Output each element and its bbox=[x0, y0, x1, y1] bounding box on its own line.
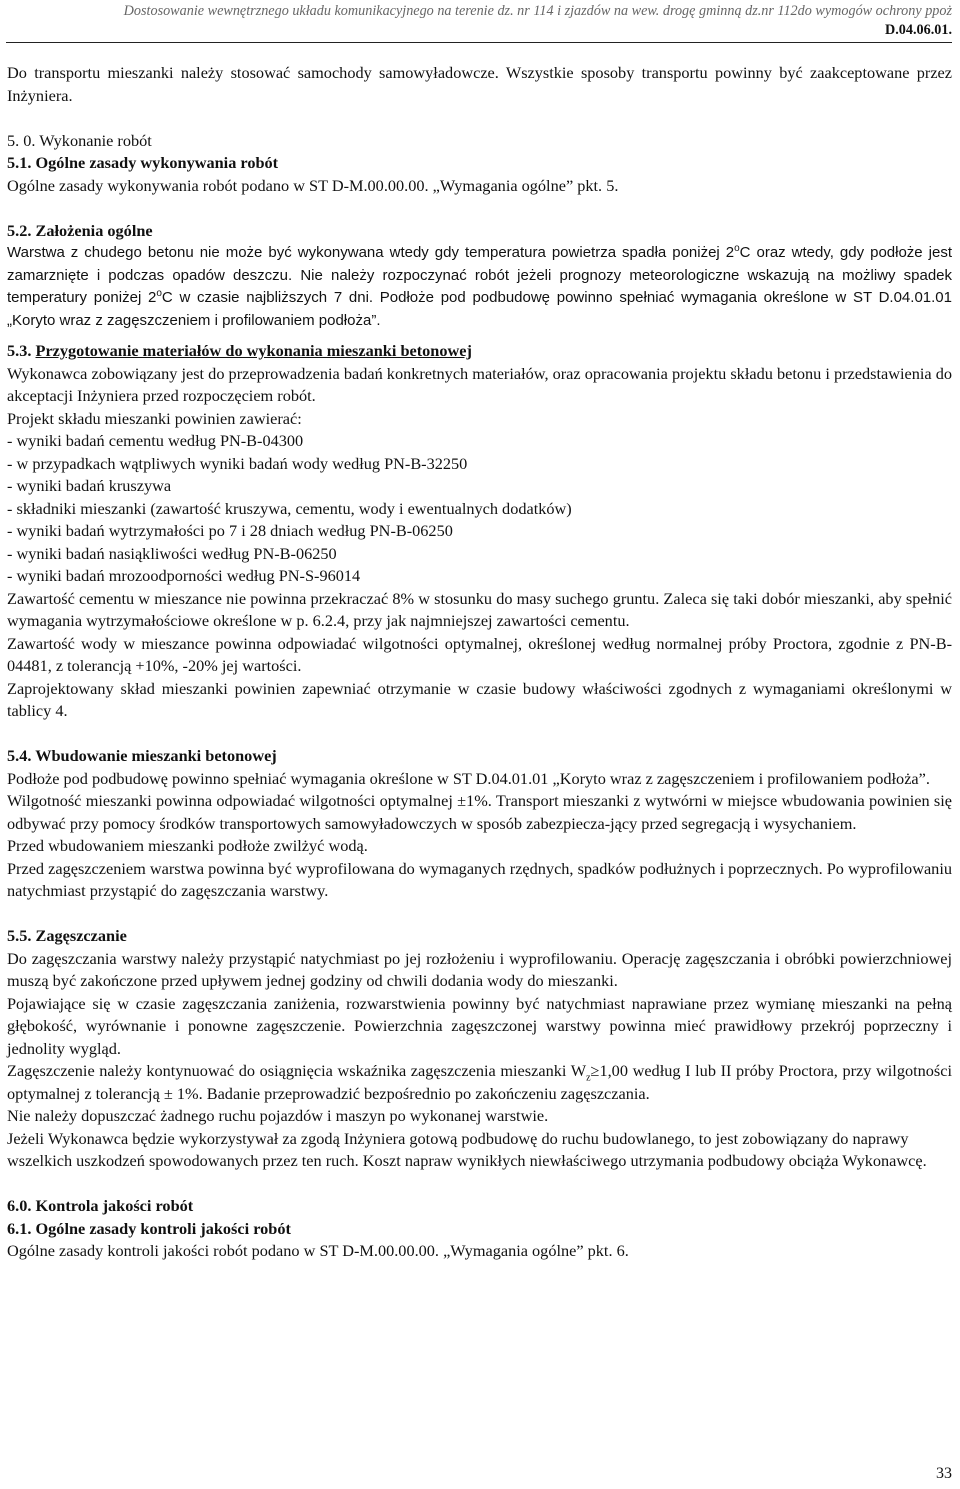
degree-sup: o bbox=[734, 243, 740, 254]
list-item: - w przypadkach wątpliwych wyniki badań wody według PN-B-32250 bbox=[7, 453, 468, 473]
section-5-3-p1: Wykonawca zobowiązany jest do przeprowadzenia badań konkretnych materiałów, oraz opracowania projektu składu betonu i przedstawienia do akceptacji Inżyniera przed rozpoczęciem robót. bbox=[7, 363, 952, 405]
requirements-list bbox=[7, 430, 952, 588]
section-5-5-title: 5.5. Zagęszczanie bbox=[7, 926, 127, 945]
s55-p3-b: ≥1,00 według I lub II próby Proctora, przy wilgotności optymalnej z tolerancją ± 1%. Badanie przeprowadzić bezpośrednio po zakończeniu zagęszczania. bbox=[7, 1061, 953, 1103]
section-5-1-title: 5.1. Ogólne zasady wykonywania robót bbox=[7, 153, 279, 172]
list-item: - składniki mieszanki (zawartość kruszywa, cementu, wody i ewentualnych dodatków) bbox=[7, 498, 572, 518]
document-body bbox=[7, 62, 952, 1263]
page-header bbox=[6, 2, 952, 43]
s52-text-a: Warstwa z chudego betonu nie może być wykonywana wtedy gdy temperatura powietrza spadła poniżej 2 bbox=[7, 244, 735, 261]
s55-p3-a: Zagęszczenie należy kontynuować do osiągnięcia wskaźnika zagęszczenia mieszanki W bbox=[7, 1061, 587, 1080]
degree-sup-2: o bbox=[156, 288, 162, 299]
list-item: - wyniki badań nasiąkliwości według PN-B-06250 bbox=[7, 543, 337, 563]
header-title: Dostosowanie wewnętrznego układu komunikacyjnego na terenie dz. nr 114 i zjazdów na wew. drogę gminną dz.nr 112do wymogów ochrony ppoż bbox=[123, 3, 952, 19]
list-item: - wyniki badań kruszywa bbox=[7, 476, 172, 495]
s52-text-c: Nie należy rozpoczynać robót jeżeli prognozy meteorologiczne wskazują na możliwy spadek temperatury poniżej 2 bbox=[7, 266, 953, 306]
section-5-4-p4: Przed zagęszczeniem warstwa powinna być wyprofilowana do wymaganych rzędnych, spadków podłużnych i poprzecznych. Po wyprofilowaniu natychmiast przystąpić do zagęszczania warstwy. bbox=[7, 858, 952, 900]
section-5-1-text: Ogólne zasady wykonywania robót podano w ST D-M.00.00.00. „Wymagania ogólne” pkt. 5. bbox=[7, 175, 619, 195]
section-5-5-p4: Nie należy dopuszczać żadnego ruchu pojazdów i maszyn po wykonanej warstwie. bbox=[7, 1106, 549, 1125]
list-item: - wyniki badań cementu według PN-B-04300 bbox=[7, 431, 304, 450]
index-sub: z bbox=[586, 1072, 591, 1084]
section-5-3-p2: Projekt składu mieszanki powinien zawierać: bbox=[7, 408, 302, 428]
list-item: - wyniki badań wytrzymałości po 7 i 28 dniach według PN-B-06250 bbox=[7, 521, 453, 540]
page-number: 33 bbox=[936, 1464, 952, 1482]
section-5-5-p3 bbox=[7, 1060, 952, 1105]
section-5-5-p1: Do zagęszczania warstwy należy przystąpić natychmiast po jej rozłożeniu i wyprofilowaniu. Operację zagęszczania i obróbki powierzchniowej muszą być zakończone przed upływem jednej godziny od chwili dodania wody do mieszanki. bbox=[7, 948, 952, 990]
section-5-4-title: 5.4. Wbudowanie mieszanki betonowej bbox=[7, 746, 277, 765]
section-5-3-heading: Przygotowanie materiałów do wykonania mieszanki betonowej bbox=[35, 341, 472, 360]
section-5-4-p3: Przed wbudowaniem mieszanki podłoże zwilżyć wodą. bbox=[7, 836, 368, 855]
section-5-5-p5: Jeżeli Wykonawca będzie wykorzystywał za zgodą Inżyniera gotową podbudowę do ruchu budowlanego, to jest zobowiązany do naprawy wszelkich uszkodzeń spowodowanych przez ten ruch. Koszt napraw wynikłych niewłaściwego utrzymania podbudowy obciąża Wykonawcę. bbox=[7, 1128, 927, 1170]
section-6-1-title: 6.1. Ogólne zasady kontroli jakości robót bbox=[7, 1218, 291, 1238]
section-5-2-text bbox=[7, 242, 952, 332]
intro-paragraph: Do transportu mieszanki należy stosować samochody samowyładowcze. Wszystkie sposoby transportu powinny być zaakceptowane przez Inżyniera. bbox=[7, 63, 952, 105]
section-5-2-number: 5.2. bbox=[7, 220, 32, 240]
section-5-0-title: 5. 0. Wykonanie robót bbox=[7, 130, 152, 150]
section-5-2-title bbox=[7, 220, 952, 243]
list-item: - wyniki badań mrozoodporności według PN-S-96014 bbox=[7, 566, 361, 585]
section-5-3-p3: Zawartość cementu w mieszance nie powinna przekraczać 8% w stosunku do masy suchego gruntu. Zaleca się taki dobór mieszanki, aby spełnić wymagania wytrzymałościowe określone w p. 6.2.4, przy jak najmniejszej zawartości cementu. bbox=[7, 588, 952, 630]
section-5-4-p1: Podłoże pod podbudowę powinno spełniać wymagania określone w ST D.04.01.01 „Koryto wraz z zagęszczeniem i profilowaniem podłoża”. bbox=[7, 768, 930, 788]
section-5-3-title bbox=[7, 340, 952, 363]
header-code: D.04.06.01. bbox=[885, 22, 952, 38]
section-6-1-text: Ogólne zasady kontroli jakości robót podano w ST D-M.00.00.00. „Wymagania ogólne” pkt. 6. bbox=[7, 1241, 629, 1260]
section-5-5-p2: Pojawiające się w czasie zagęszczania zaniżenia, rozwarstwienia powinny być natychmiast naprawiane przez wymianę mieszanki na pełną głębokość, wyrównanie i ponowne zagęszczenie. Powierzchnia zagęszczonej warstwy powinna mieć prawidłowy przekrój poprzeczny i jednolity wygląd. bbox=[7, 993, 952, 1058]
section-5-3-p4: Zawartość wody w mieszance powinna odpowiadać wilgotności optymalnej, określonej według normalnej próby Proctora, zgodnie z PN-B-04481, z tolerancją +10%, -20% jej wartości. bbox=[7, 633, 952, 675]
s52-text-d: C w czasie najbliższych 7 dni. Podłoże pod podbudowę powinno spełniać wymagania określone w ST D.04.01.01 „Koryto wraz z zagęszczeniem i profilowaniem podłoża”. bbox=[7, 289, 952, 329]
section-5-3-p5: Zaprojektowany skład mieszanki powinien zapewniać otrzymanie w czasie budowy właściwości zgodnych z wymaganiami określonymi w tablicy 4. bbox=[7, 678, 952, 720]
section-5-4-p2: Wilgotność mieszanki powinna odpowiadać wilgotności optymalnej ±1%. Transport mieszanki z wytwórni w miejsce wbudowania powinien się odbywać przy pomocy środków transportowych samowyładowczych w sposób zabezpiecza-jący przed segregacją i wysychaniem. bbox=[7, 791, 952, 833]
section-5-3-number: 5.3. bbox=[7, 341, 32, 360]
section-6-0-title: 6.0. Kontrola jakości robót bbox=[7, 1196, 194, 1215]
section-5-2-heading: Założenia ogólne bbox=[35, 220, 153, 240]
s52-text-b: C oraz wtedy, gdy podłoże jest zamarznięte i podczas opadów deszczu. bbox=[7, 244, 952, 284]
